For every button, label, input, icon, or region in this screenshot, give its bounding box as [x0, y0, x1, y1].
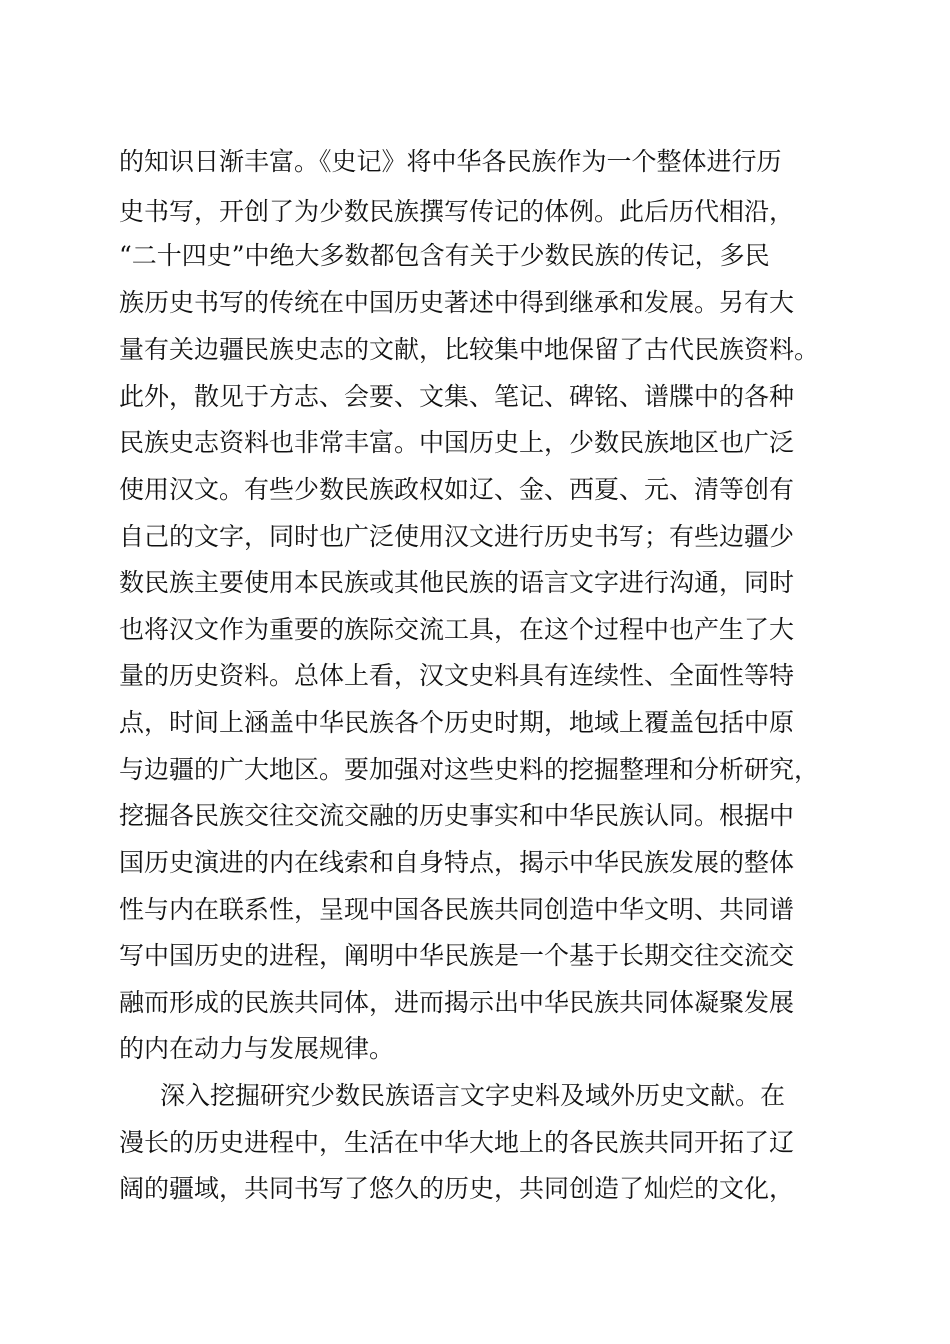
text-line: 写中国历史的进程，阐明中华民族是一个基于长期交往交流交	[119, 941, 795, 970]
paragraph-first-line: 深入挖掘研究少数民族语言文字史料及域外历史文献。在	[160, 1081, 786, 1110]
text-line: 数民族主要使用本民族或其他民族的语言文字进行沟通，同时	[119, 568, 795, 597]
text-line: 点，时间上涵盖中华民族各个历史时期，地域上覆盖包括中原	[119, 708, 795, 737]
text-line: 融而形成的民族共同体，进而揭示出中华民族共同体凝聚发展	[119, 988, 795, 1017]
text-line: 的知识日渐丰富。《史记》将中华各民族作为一个整体进行历	[119, 147, 782, 176]
text-line: 民族史志资料也非常丰富。中国历史上，少数民族地区也广泛	[119, 428, 795, 457]
text-line: 族历史书写的传统在中国历史著述中得到继承和发展。另有大	[119, 288, 795, 317]
text-line: 性与内在联系性，呈现中国各民族共同创造中华文明、共同谱	[119, 895, 795, 924]
text-line: 此外，散见于方志、会要、文集、笔记、碑铭、谱牒中的各种	[119, 382, 795, 411]
text-line: 使用汉文。有些少数民族政权如辽、金、西夏、元、清等创有	[119, 475, 795, 504]
text-line: 史书写，开创了为少数民族撰写传记的体例。此后历代相沿，	[119, 197, 795, 226]
text-line: 也将汉文作为重要的族际交流工具，在这个过程中也产生了大	[119, 615, 795, 644]
text-line: 的内在动力与发展规律。	[119, 1034, 395, 1063]
text-line: 与边疆的广大地区。要加强对这些史料的挖掘整理和分析研究，	[119, 755, 820, 784]
text-line: 国历史演进的内在线索和自身特点，揭示中华民族发展的整体	[119, 848, 795, 877]
text-line: 量的历史资料。总体上看，汉文史料具有连续性、全面性等特	[119, 661, 795, 690]
text-line: “二十四史”中绝大多数都包含有关于少数民族的传记，多民	[119, 241, 770, 270]
text-line: 自己的文字，同时也广泛使用汉文进行历史书写；有些边疆少	[119, 522, 795, 551]
text-line: 漫长的历史进程中，生活在中华大地上的各民族共同开拓了辽	[119, 1128, 795, 1157]
text-line: 挖掘各民族交往交流交融的历史事实和中华民族认同。根据中	[119, 801, 795, 830]
text-line: 量有关边疆民族史志的文献，比较集中地保留了古代民族资料。	[119, 335, 820, 364]
text-line: 阔的疆域，共同书写了悠久的历史，共同创造了灿烂的文化，	[119, 1174, 795, 1203]
